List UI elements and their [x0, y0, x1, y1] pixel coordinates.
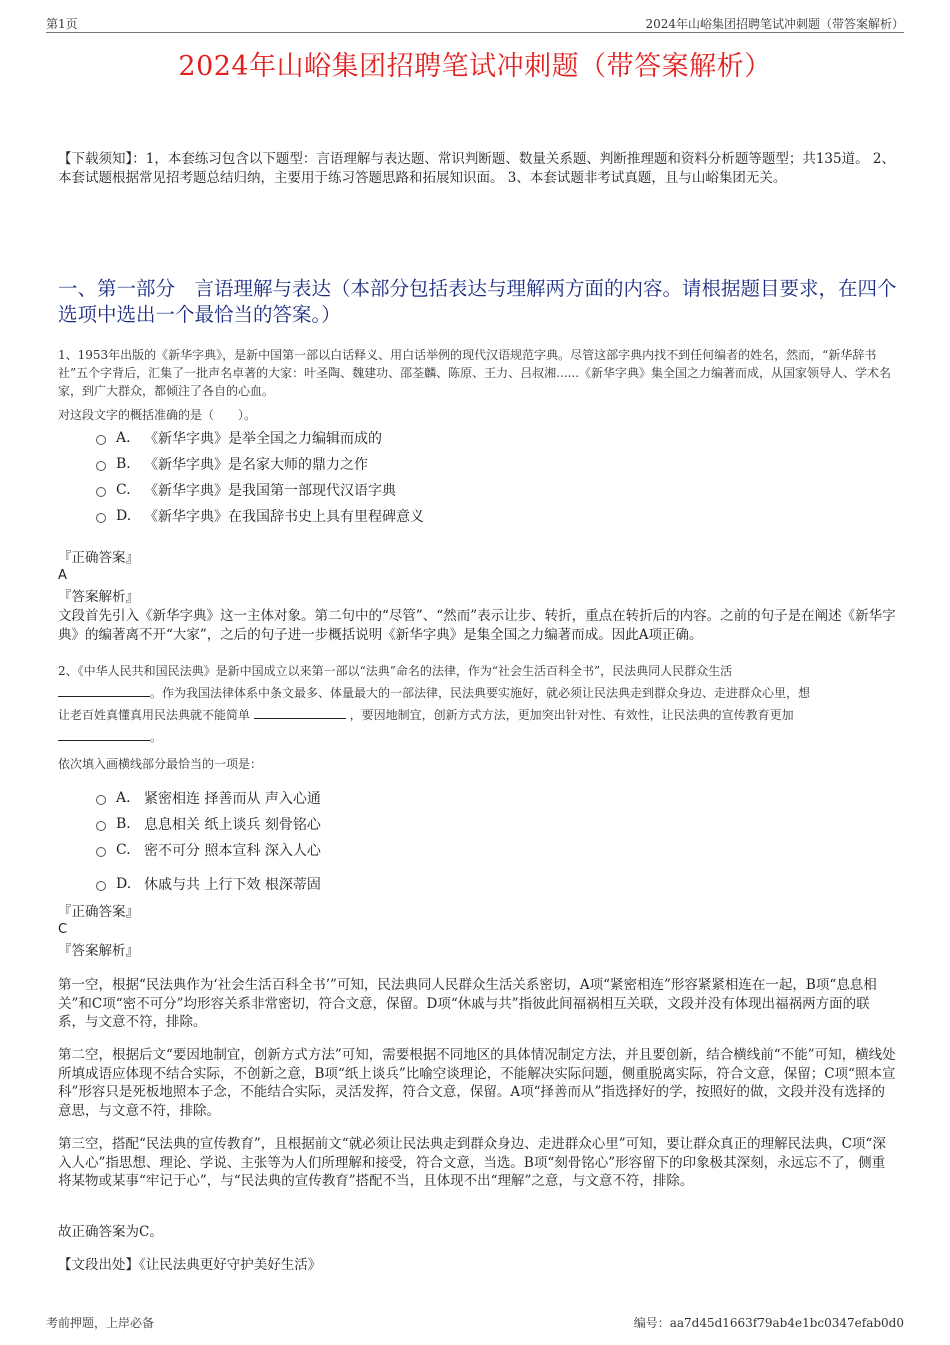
- option-letter: A.: [116, 430, 131, 446]
- radio-icon[interactable]: [96, 487, 106, 497]
- option-text: 密不可分 照本宣科 深入人心: [144, 843, 321, 859]
- q1-analysis-label: 『答案解析』: [58, 589, 139, 605]
- q2-answer: C: [58, 922, 68, 937]
- option-letter: C.: [116, 482, 131, 498]
- q2-analysis-para-2: 第二空，根据后文“要因地制宜，创新方式方法”可知，需要根据不同地区的具体情况制定方法，并且要创新，结合横线前“不能”可知，横线处所填成语应体现不结合实际，不创新之意，B项“纸上谈兵”比喻空谈理论，不能解决实际问题，侧重脱离实际，符合文意，保留；C项“照本宣科”形容只是死板地照本子念，不能结合实际，灵活发挥，符合文意，保留。A项“择善而从”指选择好的学，按照好的做，文段并没有选择的意思，与文意不符，排除。: [58, 1047, 896, 1119]
- option-text: 《新华字典》在我国辞书史上具有里程碑意义: [144, 509, 424, 525]
- question-2-stem: [58, 660, 896, 748]
- radio-icon[interactable]: [96, 881, 106, 891]
- q2-option-b[interactable]: [96, 813, 321, 835]
- q1-analysis: 文段首先引入《新华字典》这一主体对象。第二句中的“尽管”、“然而”表示让步、转折，重点在转折后的内容。之前的句子是在阐述《新华字典》的编著离不开“大家”，之后的句子进一步概括说明《新华字典》是集全国之力编著而成。因此A项正确。: [58, 608, 896, 643]
- footer-slogan: 考前押题，上岸必备: [46, 1316, 155, 1330]
- radio-icon[interactable]: [96, 513, 106, 523]
- section-heading: 一、第一部分 言语理解与表达（本部分包括表达与理解两方面的内容。请根据题目要求，在四个选项中选出一个最恰当的答案。）: [58, 277, 897, 326]
- q1-answer-label: 『正确答案』: [58, 550, 139, 566]
- q1-option-c[interactable]: [96, 479, 396, 501]
- q2-option-d[interactable]: [96, 873, 321, 895]
- radio-icon[interactable]: [96, 795, 106, 805]
- option-text: 《新华字典》是我国第一部现代汉语字典: [144, 483, 396, 499]
- footer-doc-id: 编号：aa7d45d1663f79ab4e1bc0347efab0d0: [633, 1316, 904, 1330]
- q2-analysis-label: 『答案解析』: [58, 943, 139, 959]
- fill-blank-1: [58, 684, 150, 697]
- q2-analysis-para-3: 第三空，搭配“民法典的宣传教育”，且根据前文“就必须让民法典走到群众身边、走进群众心里”可知，要让群众真正的理解民法典，C项“深入人心”指思想、理论、学说、主张等为人们所理解和接受，符合文意，当选。B项“刻骨铭心”形容留下的印象极其深刻，永远忘不了，侧重将某物或某事“牢记于心”，与“民法典的宣传教育”搭配不当，且体现不出“理解”之意，与文意不符，排除。: [58, 1136, 886, 1189]
- question-2-ask: 依次填入画横线部分最恰当的一项是：: [58, 757, 263, 771]
- radio-icon[interactable]: [96, 461, 106, 471]
- option-letter: C.: [116, 842, 131, 858]
- radio-icon[interactable]: [96, 847, 106, 857]
- fill-blank-2: [254, 706, 346, 719]
- fill-blank-3: [58, 728, 150, 741]
- stem-part: 2、《中华人民共和国民法典》是新中国成立以来第一部以“法典”命名的法律，作为“社会生活百科全书”，民法典同人民群众生活: [58, 664, 733, 678]
- q2-option-a[interactable]: [96, 787, 321, 809]
- option-letter: B.: [116, 816, 131, 832]
- running-header-title: 2024年山峪集团招聘笔试冲刺题（带答案解析）: [645, 17, 904, 31]
- q2-answer-label: 『正确答案』: [58, 904, 139, 920]
- radio-icon[interactable]: [96, 821, 106, 831]
- q2-option-c[interactable]: [96, 839, 321, 861]
- option-text: 《新华字典》是名家大师的鼎力之作: [144, 457, 368, 473]
- q2-analysis-para-1: 第一空，根据“民法典作为‘社会生活百科全书’”可知，民法典同人民群众生活关系密切，A项“紧密相连”形容紧紧相连在一起，B项“息息相关”和C项“密不可分”均形容关系非常密切，符合文意，保留。D项“休戚与共”指彼此间福祸相互关联，文段并没有体现出福祸两方面的联系，与文意不符，排除。: [58, 977, 877, 1030]
- q1-option-b[interactable]: [96, 453, 368, 475]
- option-letter: B.: [116, 456, 131, 472]
- stem-part: 。作为我国法律体系中条文最多、体量最大的一部法律，民法典要实施好，就必须让民法典走到群众身边、走进群众心里，想: [150, 686, 811, 700]
- option-text: 紧密相连 择善而从 声入心通: [144, 791, 321, 807]
- option-text: 《新华字典》是举全国之力编辑而成的: [144, 431, 382, 447]
- stem-part: 让老百姓真懂真用民法典就不能简单: [58, 708, 251, 722]
- option-text: 息息相关 纸上谈兵 刻骨铭心: [144, 817, 321, 833]
- radio-icon[interactable]: [96, 435, 106, 445]
- option-letter: D.: [116, 876, 132, 892]
- stem-part: 。: [150, 730, 163, 744]
- option-letter: A.: [116, 790, 131, 806]
- q1-option-d[interactable]: [96, 505, 424, 527]
- download-notice: 【下载须知】：1，本套练习包含以下题型：言语理解与表达题、常识判断题、数量关系题、判断推理题和资料分析题等题型；共135道。 2、本套试题根据常见招考题总结归纳，主要用于练习答题思路和拓展知识面。 3、本套试题非考试真题，且与山峪集团无关。: [58, 151, 895, 186]
- q2-conclusion: 故正确答案为C。: [58, 1224, 163, 1240]
- q2-source: 【文段出处】《让民法典更好守护美好生活》: [58, 1257, 322, 1273]
- option-letter: D.: [116, 508, 132, 524]
- question-1-ask: 对这段文字的概括准确的是（ ）。: [58, 408, 257, 422]
- header-divider: [46, 32, 904, 33]
- page-number: 第1页: [46, 17, 78, 31]
- q1-option-a[interactable]: [96, 427, 382, 449]
- page-title: 2024年山峪集团招聘笔试冲刺题（带答案解析）: [178, 51, 772, 82]
- q1-answer: A: [58, 568, 67, 583]
- stem-part: ，要因地制宜，创新方式方法，更加突出针对性、有效性，让民法典的宣传教育更加: [349, 708, 794, 722]
- question-1-stem: 1、1953年出版的《新华字典》，是新中国第一部以白话释义、用白话举例的现代汉语规范字典。尽管这部字典内找不到任何编者的姓名，然而，“新华辞书社”五个字背后，汇集了一批声名卓著的大家：叶圣陶、魏建功、邵荃麟、陈原、王力、吕叔湘......《新华字典》集全国之力编著而成，从国家领导人、学术名家，到广大群众，都倾注了各自的心血。: [58, 348, 892, 398]
- option-text: 休戚与共 上行下效 根深蒂固: [144, 877, 321, 893]
